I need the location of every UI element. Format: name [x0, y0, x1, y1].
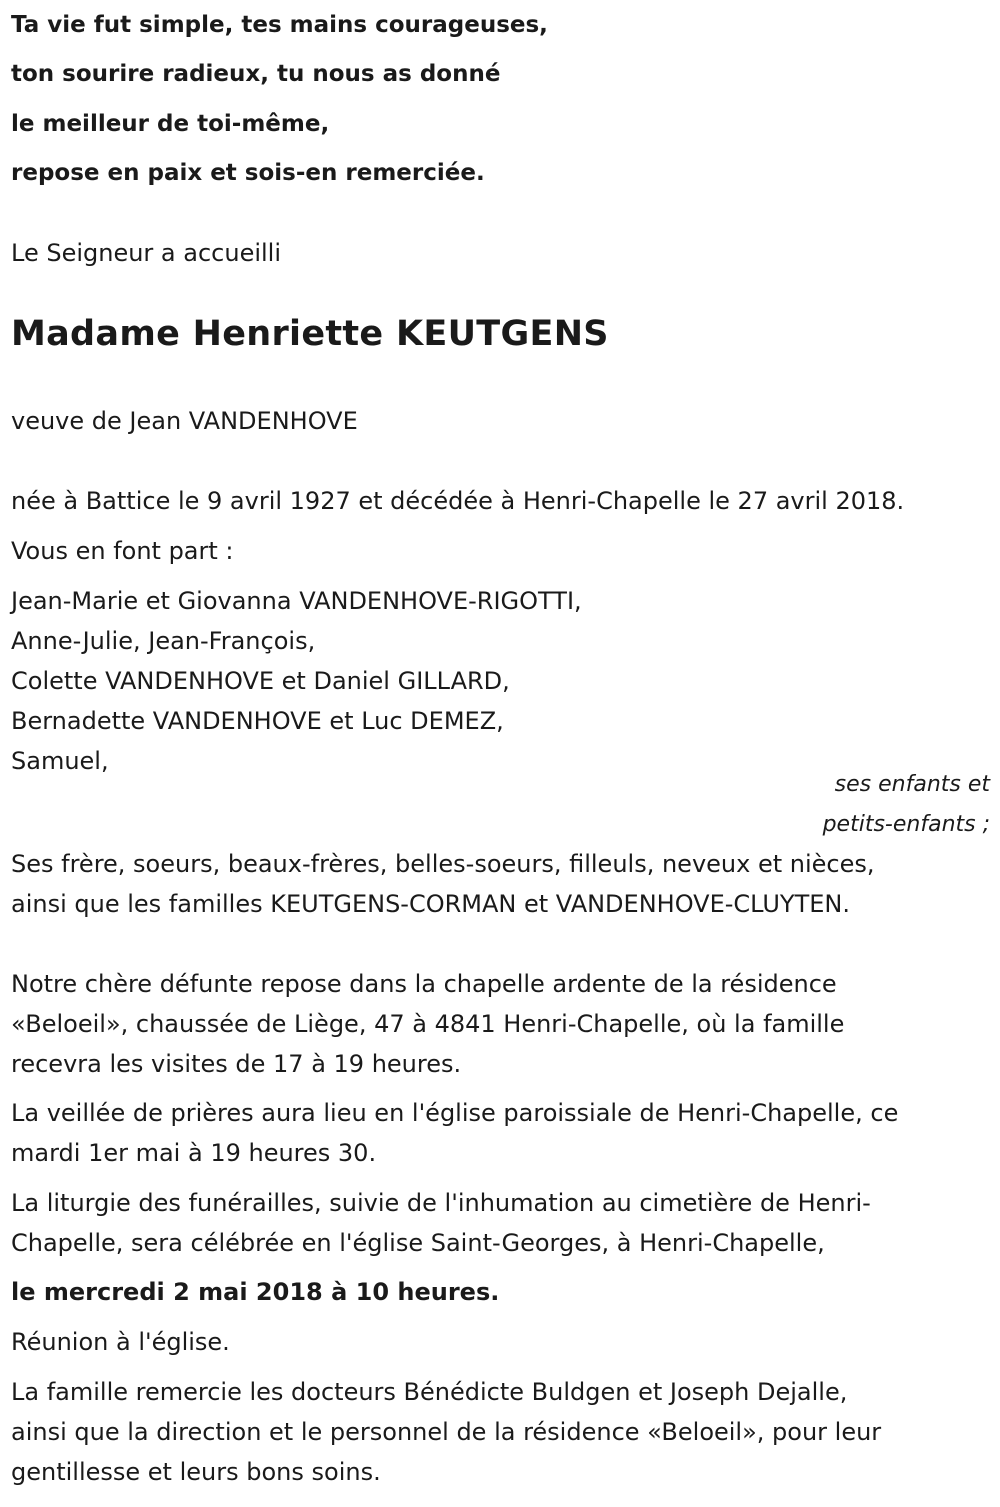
relatives-line: Ses frère, soeurs, beaux-frères, belles-soeurs, filleuls, neveux et nièces, [11, 850, 875, 878]
intro-text: Le Seigneur a accueilli [11, 239, 282, 267]
birth-death-text: née à Battice le 9 avril 1927 et décédée à Henri-Chapelle le 27 avril 2018. [11, 487, 905, 515]
relatives-line: ainsi que les familles KEUTGENS-CORMAN et VANDENHOVE-CLUYTEN. [11, 890, 850, 918]
announce-text: Vous en font part : [11, 537, 234, 565]
family-member: Anne-Julie, Jean-François, [11, 627, 316, 655]
family-member: Jean-Marie et Giovanna VANDENHOVE-RIGOTTI, [11, 587, 582, 615]
rest-line: Notre chère défunte repose dans la chapelle ardente de la résidence [11, 970, 837, 998]
thanks-line: gentillesse et leurs bons soins. [11, 1458, 381, 1486]
poem-line: repose en paix et sois-en remerciée. [11, 160, 485, 186]
liturgy-line: La liturgie des funérailles, suivie de l'inhumation au cimetière de Henri- [11, 1189, 871, 1217]
rest-line: recevra les visites de 17 à 19 heures. [11, 1050, 462, 1078]
family-role: ses enfants et [834, 772, 990, 797]
family-member: Bernadette VANDENHOVE et Luc DEMEZ, [11, 707, 504, 735]
family-member: Colette VANDENHOVE et Daniel GILLARD, [11, 667, 510, 695]
poem-line: ton sourire radieux, tu nous as donné [11, 61, 501, 87]
liturgy-line: Chapelle, sera célébrée en l'église Saint-Georges, à Henri-Chapelle, [11, 1229, 825, 1257]
poem-line: le meilleur de toi-même, [11, 111, 330, 137]
funeral-date: le mercredi 2 mai 2018 à 10 heures. [11, 1278, 500, 1306]
meeting-text: Réunion à l'église. [11, 1328, 230, 1356]
thanks-line: ainsi que la direction et le personnel de la résidence «Beloeil», pour leur [11, 1418, 882, 1446]
vigil-line: mardi 1er mai à 19 heures 30. [11, 1139, 377, 1167]
widow-of-text: veuve de Jean VANDENHOVE [11, 407, 358, 435]
poem-line: Ta vie fut simple, tes mains courageuses, [11, 12, 548, 38]
rest-line: «Beloeil», chaussée de Liège, 47 à 4841 Henri-Chapelle, où la famille [11, 1010, 845, 1038]
family-member: Samuel, [11, 747, 109, 775]
deceased-name: Madame Henriette KEUTGENS [11, 314, 609, 354]
thanks-line: La famille remercie les docteurs Bénédicte Buldgen et Joseph Dejalle, [11, 1378, 848, 1406]
vigil-line: La veillée de prières aura lieu en l'église paroissiale de Henri-Chapelle, ce [11, 1099, 899, 1127]
family-role: petits-enfants ; [822, 812, 990, 837]
